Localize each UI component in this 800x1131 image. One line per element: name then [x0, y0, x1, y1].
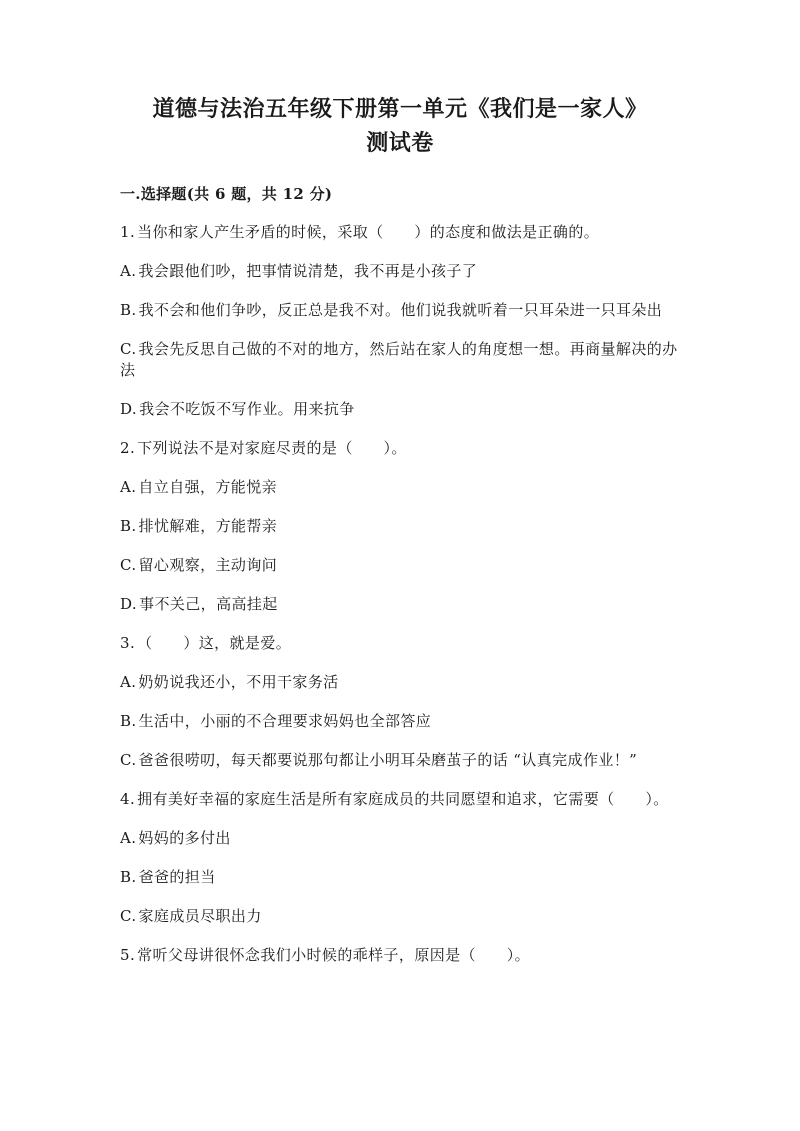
question-1	[120, 222, 680, 243]
option-3-a	[120, 672, 680, 693]
option-letter: A.	[120, 829, 137, 847]
option-text: 留心观察，主动询问	[138, 556, 278, 574]
option-letter: B.	[120, 868, 137, 886]
option-text: 爸爸很唠叨，每天都要说那句都让小明耳朵磨茧子的话 “认真完成作业！”	[138, 751, 638, 769]
option-3-b	[120, 711, 680, 732]
option-letter: B.	[120, 712, 137, 730]
option-1-d	[120, 399, 680, 420]
option-text: 奶奶说我还小，不用干家务活	[138, 673, 339, 691]
option-letter: C.	[120, 340, 137, 358]
question-3	[120, 633, 680, 654]
option-text: 我不会和他们争吵，反正总是我不对。他们说我就听着一只耳朵进一只耳朵出	[138, 301, 663, 319]
question-5	[120, 945, 680, 966]
option-text: 家庭成员尽职出力	[138, 907, 262, 925]
page-title	[120, 92, 680, 160]
option-4-b	[120, 867, 680, 888]
question-list	[120, 222, 680, 966]
question-number: 1.	[120, 223, 136, 241]
option-text: 我会不吃饭不写作业。用来抗争	[139, 400, 355, 418]
option-letter: B.	[120, 517, 137, 535]
question-number: 3.	[120, 634, 136, 652]
question-text: 下列说法不是对家庭尽责的是（ ）。	[137, 439, 407, 457]
option-3-c	[120, 750, 680, 771]
question-4	[120, 789, 680, 810]
option-text: 排忧解难，方能帮亲	[138, 517, 278, 535]
option-1-a	[120, 261, 680, 282]
question-text: 拥有美好幸福的家庭生活是所有家庭成员的共同愿望和追求，它需要（ ）。	[137, 790, 669, 808]
title-line-2: 测试卷	[366, 130, 434, 156]
option-letter: B.	[120, 301, 137, 319]
option-letter: A.	[120, 262, 137, 280]
option-2-d	[120, 594, 680, 615]
option-2-a	[120, 477, 680, 498]
option-2-b	[120, 516, 680, 537]
option-1-c	[120, 339, 680, 381]
question-number: 2.	[120, 439, 136, 457]
option-letter: C.	[120, 907, 137, 925]
question-number: 4.	[120, 790, 136, 808]
option-letter: C.	[120, 556, 137, 574]
option-text: 事不关己，高高挂起	[139, 595, 278, 613]
title-line-1: 道德与法治五年级下册第一单元《我们是一家人》	[152, 96, 648, 122]
option-2-c	[120, 555, 680, 576]
option-text: 爸爸的担当	[138, 868, 216, 886]
section-heading: 一.选择题(共 6 题，共 12 分)	[120, 185, 333, 203]
question-2	[120, 438, 680, 459]
option-letter: A.	[120, 673, 137, 691]
option-1-b	[120, 300, 680, 321]
option-letter: A.	[120, 478, 137, 496]
option-text: 我会跟他们吵，把事情说清楚，我不再是小孩子了	[138, 262, 478, 280]
option-text: 生活中，小丽的不合理要求妈妈也全部答应	[138, 712, 432, 730]
option-text: 妈妈的多付出	[138, 829, 231, 847]
option-letter: C.	[120, 751, 137, 769]
question-number: 5.	[120, 946, 136, 964]
question-text: （ ）这，就是爱。	[137, 634, 292, 652]
option-letter: D.	[120, 595, 138, 613]
question-text: 当你和家人产生矛盾的时候，采取（ ）的态度和做法是正确的。	[137, 223, 600, 241]
question-text: 常听父母讲很怀念我们小时候的乖样子，原因是（ ）。	[137, 946, 531, 964]
option-4-c	[120, 906, 680, 927]
option-4-a	[120, 828, 680, 849]
option-text: 自立自强，方能悦亲	[138, 478, 278, 496]
option-letter: D.	[120, 400, 138, 418]
option-text: 我会先反思自己做的不对的地方，然后站在家人的角度想一想。再商量解决的办法	[120, 340, 678, 379]
